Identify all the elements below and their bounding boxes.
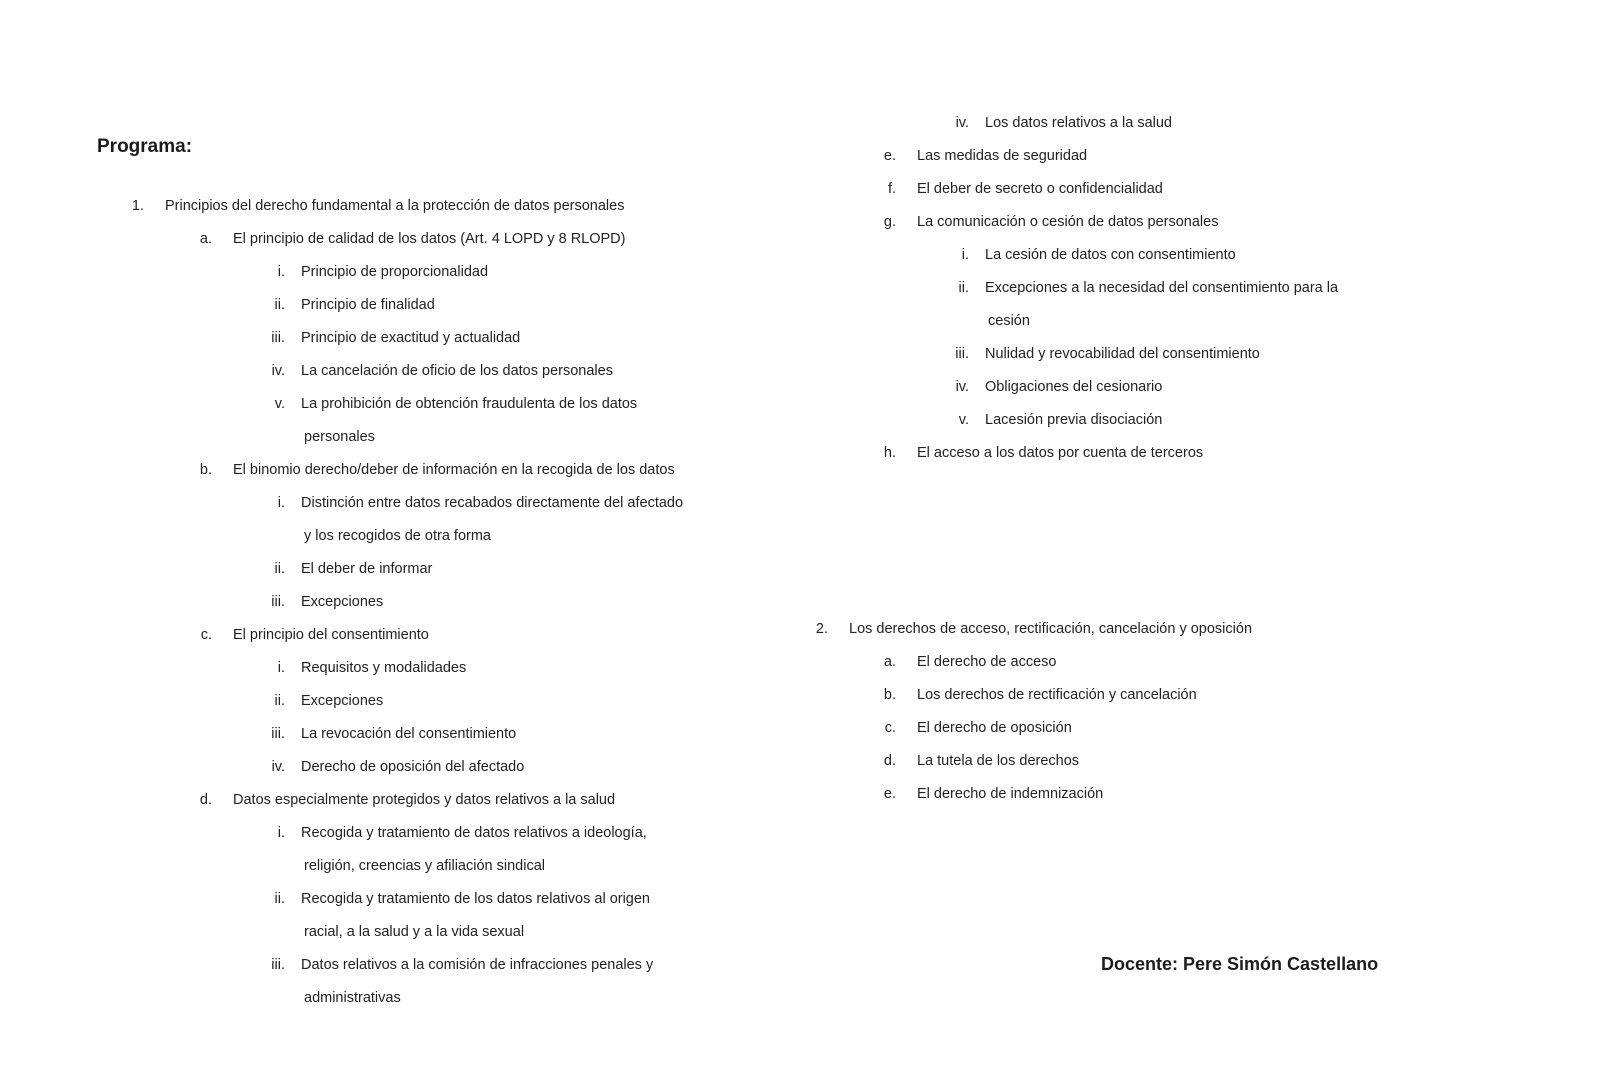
item-text: La comunicación o cesión de datos personales bbox=[917, 214, 1219, 230]
item-text: Datos especialmente protegidos y datos relativos a la salud bbox=[233, 792, 616, 808]
item-text: El derecho de indemnización bbox=[917, 786, 1104, 802]
item-text: Derecho de oposición del afectado bbox=[301, 759, 525, 775]
item-text: Excepciones a la necesidad del consentimiento para la bbox=[985, 280, 1339, 296]
item-text-continuation: religión, creencias y afiliación sindical bbox=[304, 858, 545, 874]
item-marker: i. bbox=[277, 660, 285, 676]
item-text: Los derechos de rectificación y cancelación bbox=[917, 687, 1197, 703]
item-marker: ii. bbox=[274, 693, 285, 709]
item-marker: iii. bbox=[271, 330, 285, 346]
item-text-continuation: racial, a la salud y a la vida sexual bbox=[304, 924, 525, 940]
item-marker: g. bbox=[883, 214, 896, 230]
item-marker: iv. bbox=[271, 363, 285, 379]
item-text: Principio de finalidad bbox=[301, 297, 435, 313]
item-marker: iv. bbox=[955, 115, 969, 131]
item-marker: i. bbox=[277, 495, 285, 511]
page-title: Programa: bbox=[97, 136, 193, 157]
item-text: Excepciones bbox=[301, 594, 384, 610]
item-marker: e. bbox=[883, 786, 896, 802]
item-text: El principio del consentimiento bbox=[233, 627, 429, 643]
item-text: Los derechos de acceso, rectificación, cancelación y oposición bbox=[849, 621, 1253, 637]
item-text: Las medidas de seguridad bbox=[917, 148, 1088, 164]
item-marker: e. bbox=[883, 148, 896, 164]
item-text: El derecho de acceso bbox=[917, 654, 1057, 670]
item-marker: h. bbox=[883, 445, 896, 461]
item-marker: f. bbox=[887, 181, 896, 197]
item-text-continuation: administrativas bbox=[304, 990, 401, 1006]
item-text: Los datos relativos a la salud bbox=[985, 115, 1172, 131]
item-text: Recogida y tratamiento de los datos relativos al origen bbox=[301, 891, 650, 907]
item-marker: iv. bbox=[955, 379, 969, 395]
item-marker: iii. bbox=[271, 726, 285, 742]
item-text-continuation: personales bbox=[304, 429, 375, 445]
item-marker: a. bbox=[199, 231, 212, 247]
item-text: Lacesión previa disociación bbox=[985, 412, 1163, 428]
item-text: El derecho de oposición bbox=[917, 720, 1072, 736]
item-marker: iii. bbox=[271, 957, 285, 973]
item-marker: ii. bbox=[958, 280, 969, 296]
item-text: Recogida y tratamiento de datos relativos a ideología, bbox=[301, 825, 647, 841]
instructor-name: Docente: Pere Simón Castellano bbox=[1101, 954, 1379, 974]
item-marker: b. bbox=[199, 462, 212, 478]
item-marker: 1. bbox=[131, 198, 144, 214]
item-marker: i. bbox=[277, 825, 285, 841]
item-marker: v. bbox=[274, 396, 285, 412]
item-text: La prohibición de obtención fraudulenta de los datos bbox=[301, 396, 638, 412]
item-marker: iii. bbox=[955, 346, 969, 362]
item-text: La cesión de datos con consentimiento bbox=[985, 247, 1236, 263]
item-text: El principio de calidad de los datos (Art. 4 LOPD y 8 RLOPD) bbox=[233, 231, 626, 247]
item-marker: a. bbox=[883, 654, 896, 670]
item-text: El acceso a los datos por cuenta de terceros bbox=[917, 445, 1204, 461]
item-marker: c. bbox=[200, 627, 212, 643]
item-text: Datos relativos a la comisión de infracciones penales y bbox=[301, 957, 654, 973]
item-marker: ii. bbox=[274, 561, 285, 577]
item-marker: ii. bbox=[274, 891, 285, 907]
item-text: Principios del derecho fundamental a la protección de datos personales bbox=[165, 198, 625, 214]
item-text: Principio de proporcionalidad bbox=[301, 264, 489, 280]
item-text: Distinción entre datos recabados directamente del afectado bbox=[301, 495, 684, 511]
item-text-continuation: y los recogidos de otra forma bbox=[304, 528, 491, 544]
item-text: Obligaciones del cesionario bbox=[985, 379, 1163, 395]
item-marker: iii. bbox=[271, 594, 285, 610]
item-text: Excepciones bbox=[301, 693, 384, 709]
item-text: La cancelación de oficio de los datos personales bbox=[301, 363, 613, 379]
item-marker: d. bbox=[883, 753, 896, 769]
item-marker: i. bbox=[277, 264, 285, 280]
item-marker: 2. bbox=[815, 621, 828, 637]
item-text: La revocación del consentimiento bbox=[301, 726, 517, 742]
item-text: La tutela de los derechos bbox=[917, 753, 1080, 769]
item-text: El binomio derecho/deber de información en la recogida de los datos bbox=[233, 462, 675, 478]
item-marker: i. bbox=[961, 247, 969, 263]
item-marker: d. bbox=[199, 792, 212, 808]
item-marker: v. bbox=[958, 412, 969, 428]
item-text: Nulidad y revocabilidad del consentimiento bbox=[985, 346, 1260, 362]
item-text-continuation: cesión bbox=[988, 313, 1030, 329]
item-text: El deber de informar bbox=[301, 561, 433, 577]
item-marker: ii. bbox=[274, 297, 285, 313]
item-text: El deber de secreto o confidencialidad bbox=[917, 181, 1163, 197]
item-marker: iv. bbox=[271, 759, 285, 775]
item-text: Requisitos y modalidades bbox=[301, 660, 467, 676]
item-text: Principio de exactitud y actualidad bbox=[301, 330, 521, 346]
item-marker: c. bbox=[884, 720, 896, 736]
item-marker: b. bbox=[883, 687, 896, 703]
